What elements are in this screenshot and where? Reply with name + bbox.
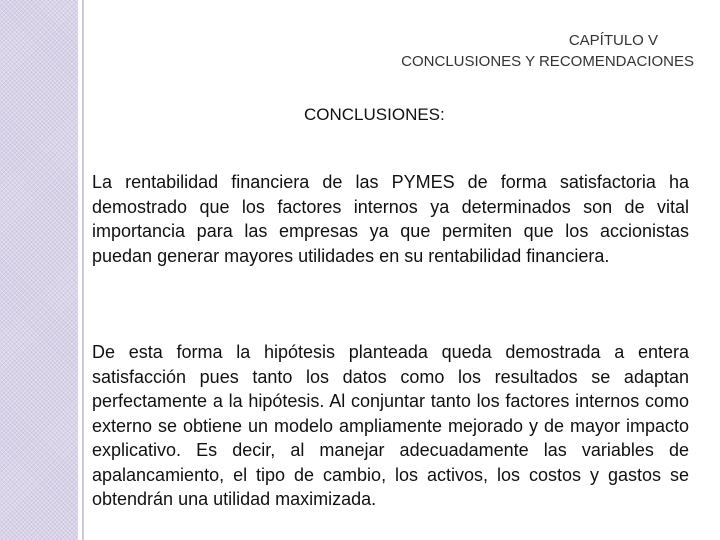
section-title: CONCLUSIONES: — [304, 105, 445, 124]
decorative-side-band — [0, 0, 78, 540]
chapter-number: CAPÍTULO V — [568, 32, 658, 49]
chapter-subtitle: CONCLUSIONES Y RECOMENDACIONES — [401, 53, 694, 70]
decorative-side-rule — [82, 0, 84, 540]
paragraph-1: La rentabilidad financiera de las PYMES de forma satisfactoria ha demostrado que los factores internos ya determinados son de vital importancia para las empresas ya que permiten que los accionistas puedan generar mayores utilidades en su rentabilidad financiera. — [92, 172, 689, 266]
chapter-header — [401, 30, 694, 72]
paragraph-2: De esta forma la hipótesis planteada queda demostrada a entera satisfacción pues tanto los datos como los resultados se adaptan perfectamente a la hipótesis. Al conjuntar tanto los factores internos como externo se obtiene un modelo ampliamente mejorado y de mayor impacto explicativo. Es decir, al manejar adecuadamente las variables de apalancamiento, el tipo de cambio, los activos, los costos y gastos se obtendrán una utilidad maximizada. — [92, 342, 689, 509]
